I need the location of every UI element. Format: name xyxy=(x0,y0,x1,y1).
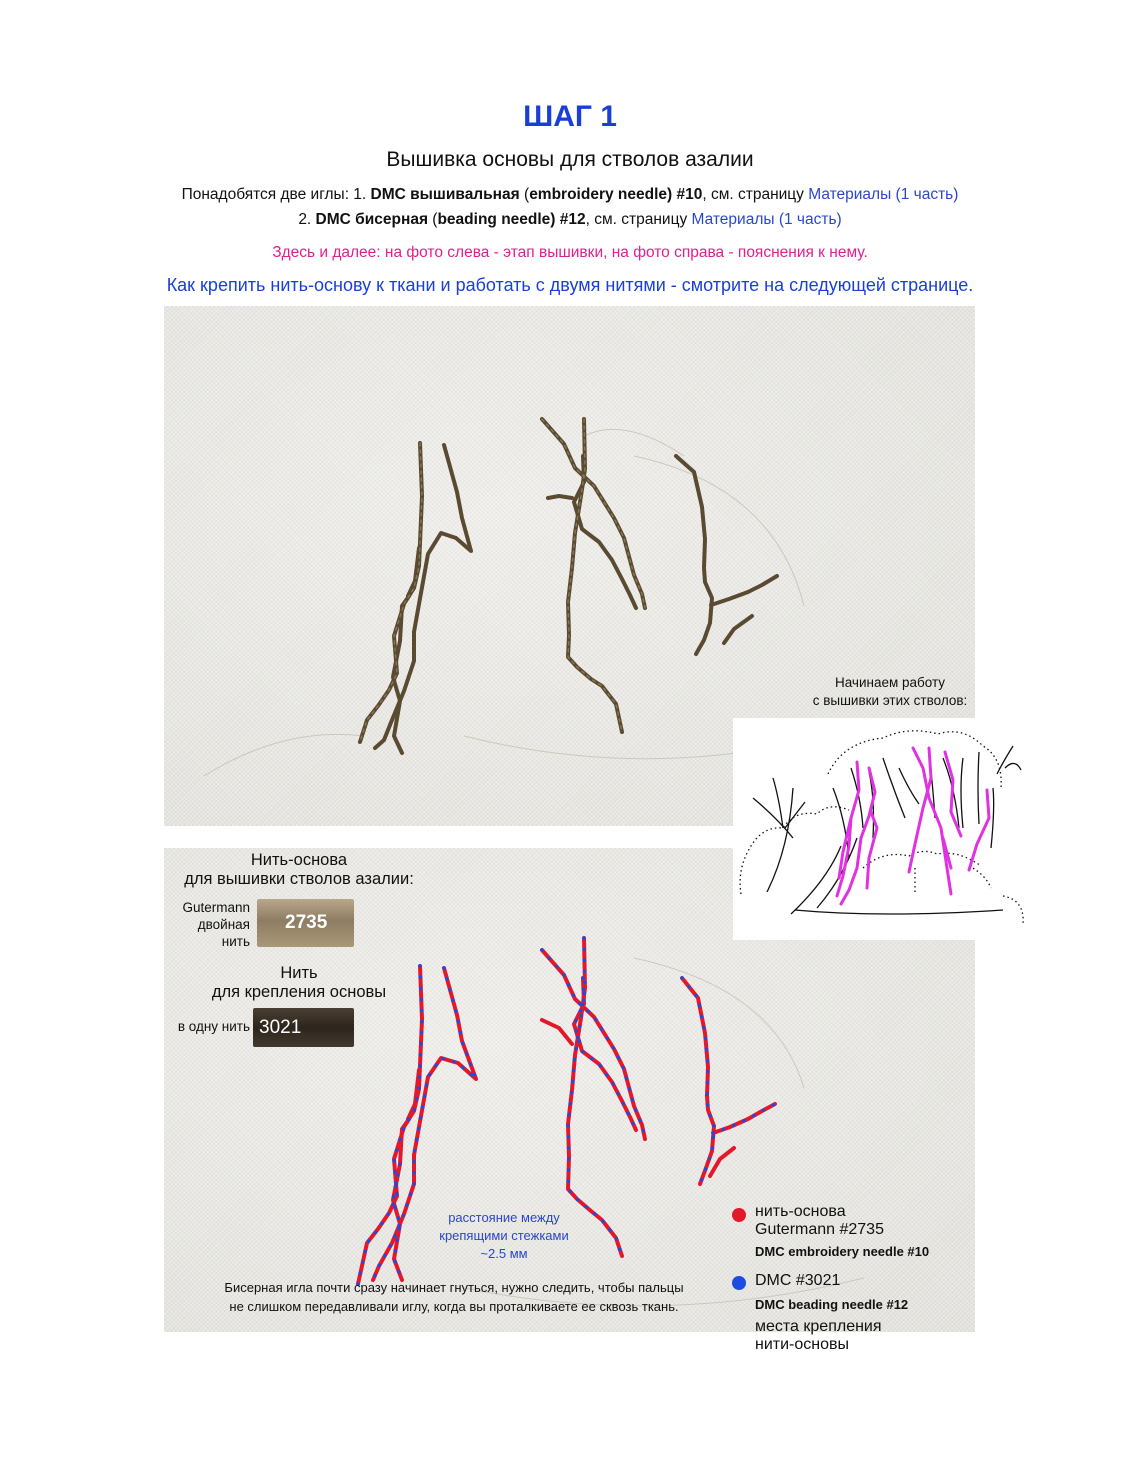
photo-explanation-note: Здесь и далее: на фото слева - этап вышивки, на фото справа - пояснения к нему. xyxy=(272,244,868,261)
legend-fix-line-1: места крепления xyxy=(755,1318,882,1335)
distance-note-line-3: ~2.5 мм xyxy=(480,1246,528,1261)
beading-needle-warning xyxy=(164,1278,744,1316)
distance-note-line-1: расстояние между xyxy=(448,1210,560,1225)
needle-1-paren: ( xyxy=(519,186,530,203)
materials-link-1[interactable]: Материалы (1 часть) xyxy=(808,186,959,203)
thread-swatch-3021: 3021 xyxy=(253,1008,354,1047)
needle-line-1 xyxy=(0,186,1140,204)
legend-red-line-1: нить-основа xyxy=(755,1203,846,1220)
gutermann-line-1: Gutermann xyxy=(182,900,250,915)
needle-1-prefix: Понадобятся две иглы: 1. xyxy=(181,186,371,203)
legend-beading-needle: DMC beading needle #12 xyxy=(755,1297,909,1312)
legend-fix-points xyxy=(755,1318,882,1354)
materials-link-2[interactable]: Материалы (1 часть) xyxy=(691,211,842,228)
thread-swatch-2735: 2735 xyxy=(257,899,354,947)
gutermann-line-3: нить xyxy=(221,934,250,949)
fix-thread-title-line-1: Нить xyxy=(280,964,318,982)
needle-2-name: DMC бисерная xyxy=(315,211,428,228)
inset-sketch xyxy=(733,718,1027,940)
needle-2-suffix: , см. страницу xyxy=(585,211,692,228)
legend-fix-line-2: нити-основы xyxy=(755,1336,849,1353)
legend-main-thread xyxy=(755,1203,884,1239)
fix-thread-title xyxy=(164,964,434,1002)
main-thread-title-line-1: Нить-основа xyxy=(250,851,348,869)
inset-caption-line-1: Начинаем работу xyxy=(834,675,946,690)
inset-caption-line-2: с вышивки этих стволов: xyxy=(812,693,968,708)
gutermann-label xyxy=(164,899,250,950)
needle-2-prefix: 2. xyxy=(298,211,316,228)
distance-note-line-2: крепящими стежками xyxy=(439,1228,569,1243)
needle-1-english: embroidery needle) #10 xyxy=(529,186,703,203)
needle-line-2 xyxy=(0,211,1140,229)
gutermann-line-2: двойная xyxy=(197,917,250,932)
azalea-sketch xyxy=(733,718,1027,940)
main-thread-title xyxy=(164,851,434,889)
legend-fix-thread: DMC #3021 xyxy=(755,1272,841,1289)
blue-dot-icon xyxy=(732,1276,746,1290)
needle-2-english: beading needle) #12 xyxy=(437,211,586,228)
stitch-distance-note xyxy=(430,1209,578,1263)
page-subtitle: Вышивка основы для стволов азалии xyxy=(386,148,754,171)
next-page-note[interactable]: Как крепить нить-основу к ткани и работать с двумя нитями - смотрите на следующей странице. xyxy=(166,275,974,295)
legend-red-line-2: Gutermann #2735 xyxy=(755,1221,884,1238)
single-thread-label: в одну нить xyxy=(177,1019,250,1034)
fix-thread-title-line-2: для крепления основы xyxy=(211,983,387,1001)
main-thread-title-line-2: для вышивки стволов азалии: xyxy=(184,870,414,888)
inset-caption xyxy=(785,674,995,710)
needle-1-suffix: , см. страницу xyxy=(702,186,809,203)
page-title: ШАГ 1 xyxy=(523,100,617,133)
legend-embroidery-needle: DMC embroidery needle #10 xyxy=(755,1244,930,1259)
red-dot-icon xyxy=(732,1208,746,1222)
warning-line-1: Бисерная игла почти сразу начинает гнуться, нужно следить, чтобы пальцы xyxy=(224,1280,684,1295)
needle-2-paren: ( xyxy=(428,211,438,228)
warning-line-2: не слишком передавливали иглу, когда вы проталкиваете ее сквозь ткань. xyxy=(229,1299,679,1314)
needle-1-name: DMC вышивальная xyxy=(370,186,520,203)
